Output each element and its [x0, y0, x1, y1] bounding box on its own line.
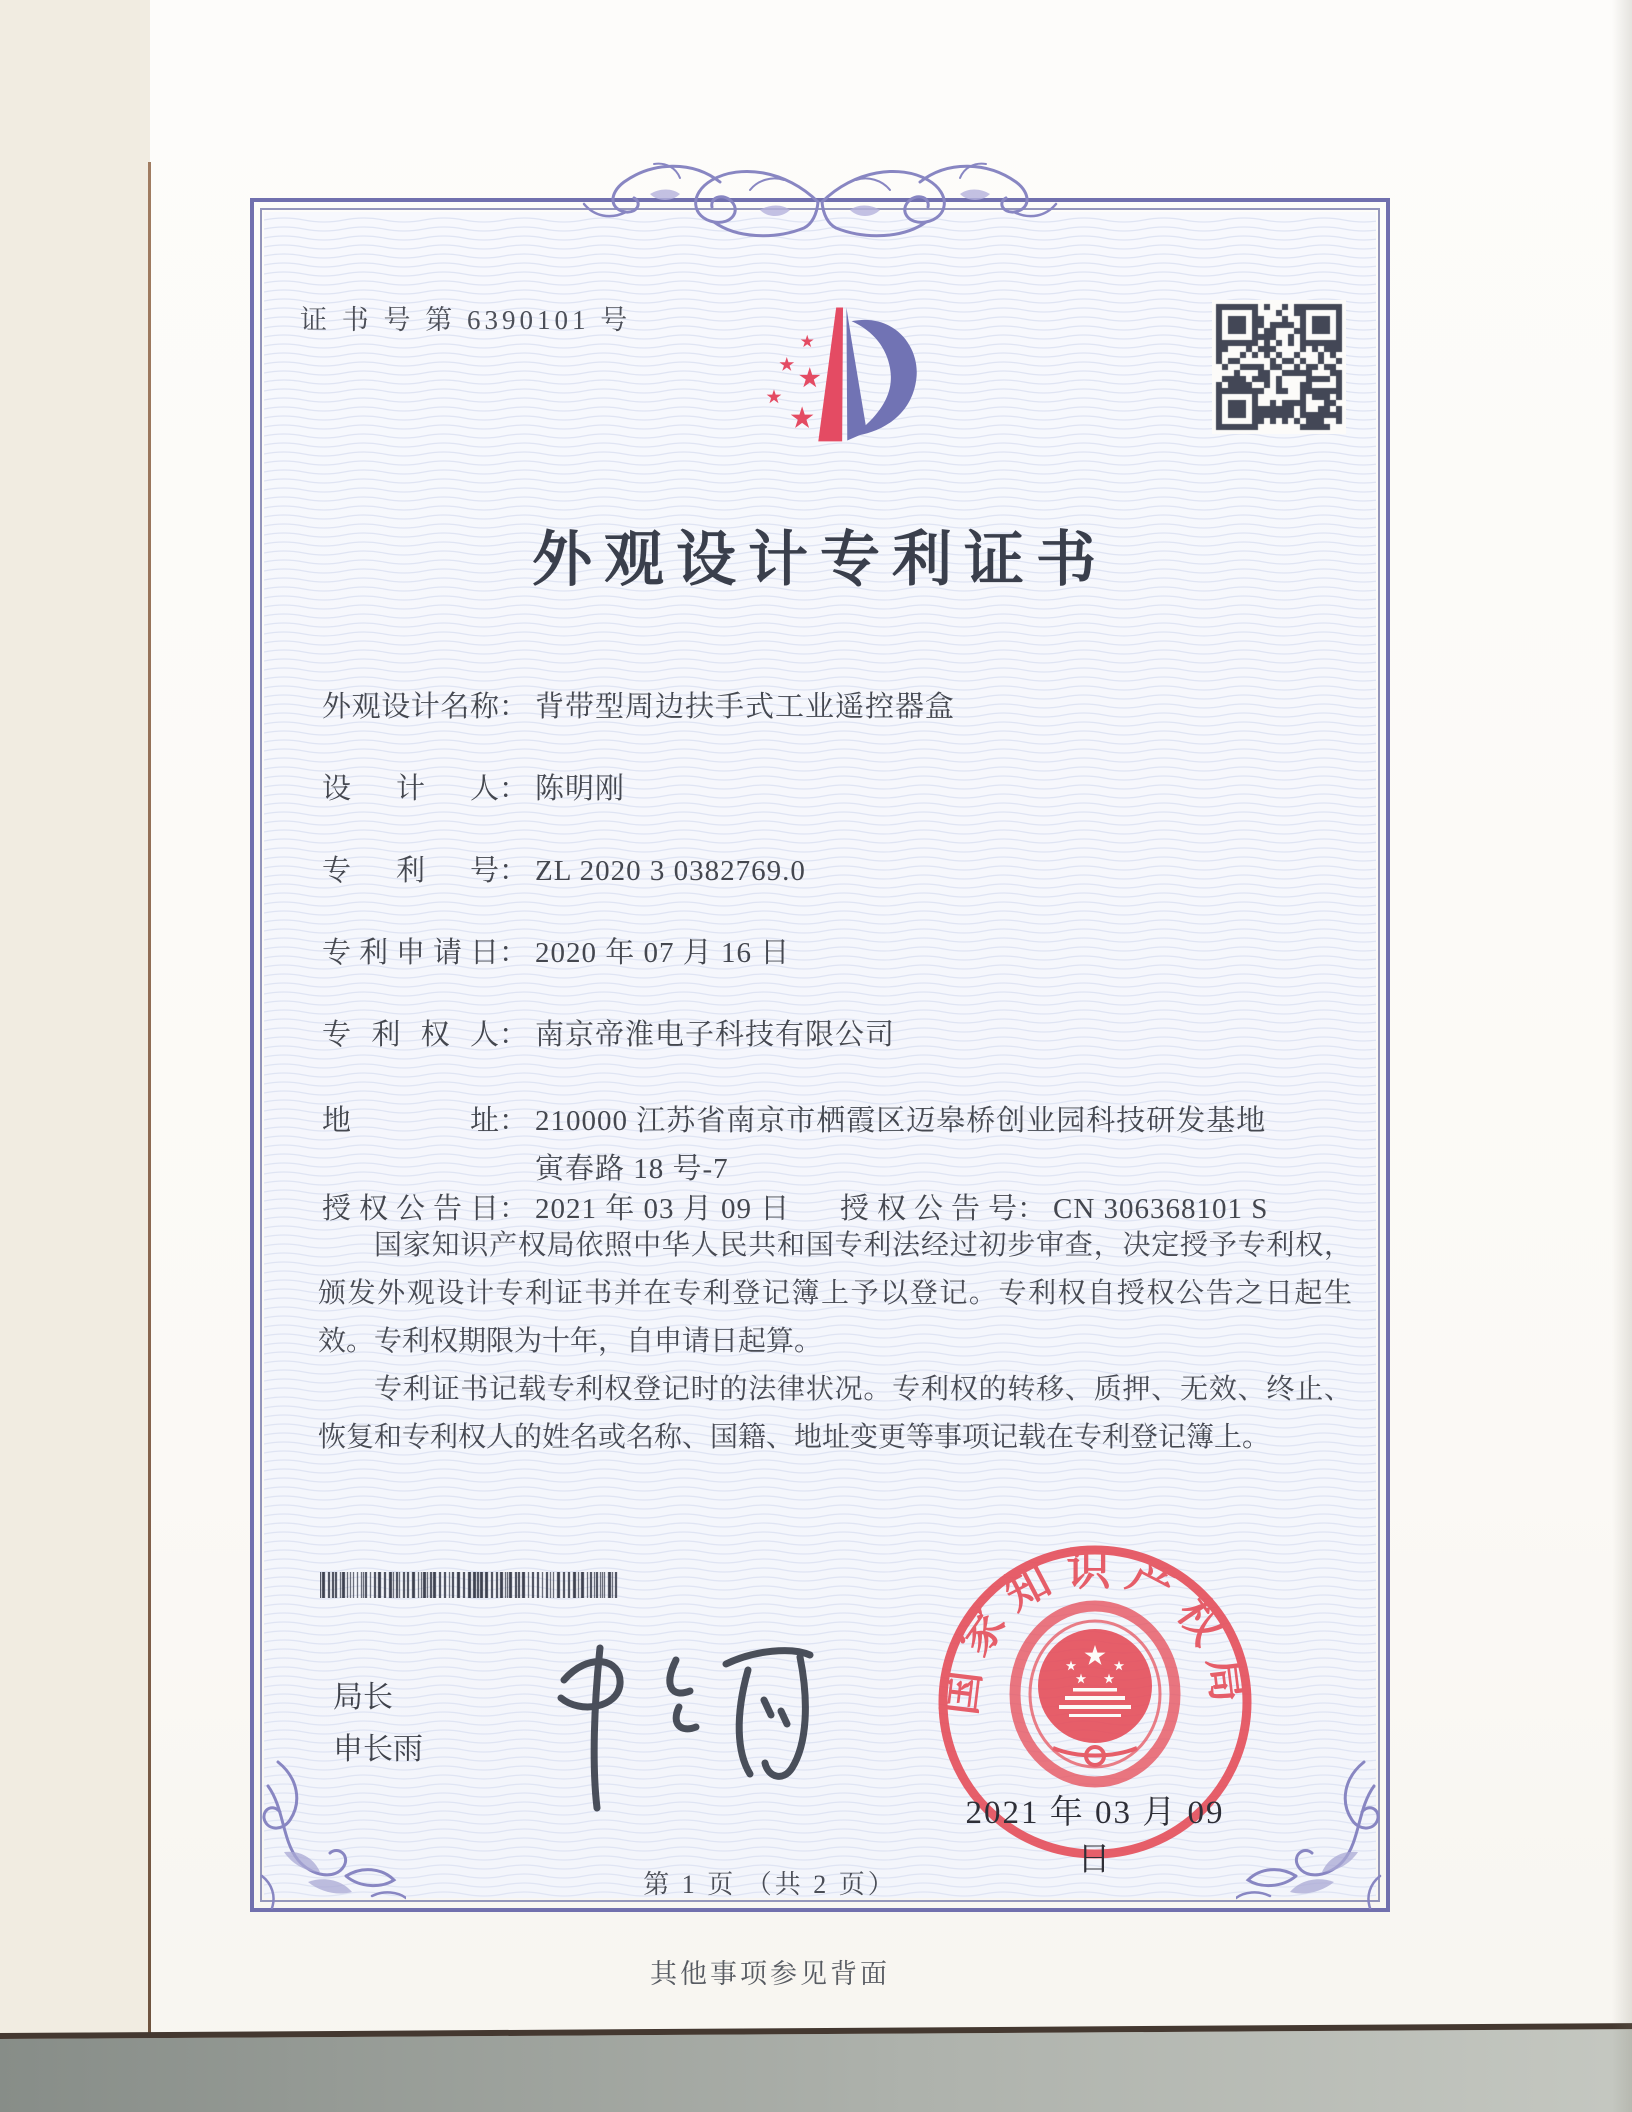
signer-block — [333, 1672, 423, 1776]
field-label: 外观设计名称 — [322, 691, 499, 723]
field-label: 设计人 — [322, 773, 499, 805]
signer-name: 申长雨 — [333, 1733, 423, 1766]
field-value-address-line2 — [535, 1146, 729, 1187]
field-value: 2021 年 03 月 09 日 — [535, 1193, 791, 1225]
field-row-address: 地址： 210000 江苏省南京市栖霞区迈皋桥创业园科技研发基地 — [322, 1098, 1266, 1139]
second-page-edge — [148, 162, 151, 2034]
seal-arc-text: 国家知识产权局 — [935, 1545, 1255, 1718]
field-label: 专利号 — [322, 855, 499, 887]
logo-red-wedge — [818, 308, 843, 442]
field-label: 授权公告号 — [840, 1193, 1017, 1225]
cnipa-patent-logo-icon — [722, 276, 918, 472]
field-value: 背带型周边扶手式工业遥控器盒 — [535, 691, 956, 723]
table-surface-edge — [0, 2023, 1632, 2112]
field-row-patentee: 专利权人： 南京帝淮电子科技有限公司 — [322, 1012, 895, 1053]
page-number-footer: 第 1 页 （共 2 页） — [643, 1870, 897, 1899]
legal-paragraph-1: 国家知识产权局依照中华人民共和国专利法经过初步审查，决定授予专利权，颁发外观设计专利证书并在专利登记簿上予以登记。专利权自授权公告之日起生效。专利权期限为十年，自申请日起算。 — [318, 1230, 1352, 1357]
field-value: 陈明刚 — [535, 773, 626, 805]
field-row-grant-date: 授权公告日： 2021 年 03 月 09 日 — [322, 1186, 790, 1227]
certificate-number: 证 书 号 第 6390101 号 — [300, 305, 632, 335]
qr-code-icon — [1212, 300, 1346, 434]
field-value: CN 306368101 S — [1053, 1193, 1269, 1225]
legal-paragraph-2: 专利证书记载专利权登记时的法律状况。专利权的转移、质押、无效、终止、恢复和专利权人的姓名或名称、国籍、地址变更等事项记载在专利登记簿上。 — [318, 1374, 1352, 1453]
photo-left-shade — [0, 0, 150, 2050]
certificate-title: 外观设计专利证书 — [532, 527, 1108, 593]
field-label: 地址 — [322, 1105, 499, 1137]
field-row-patent-number: 专利号： ZL 2020 3 0382769.0 — [322, 848, 806, 889]
field-value: 2020 年 07 月 16 日 — [535, 937, 791, 969]
seal-date: 2021 年 03 月 09 日 — [965, 1795, 1225, 1878]
photo-right-shade — [1612, 0, 1632, 2112]
barcode-icon — [320, 1572, 618, 1598]
field-value: ZL 2020 3 0382769.0 — [535, 855, 806, 887]
field-label: 专利申请日 — [322, 937, 499, 969]
field-row-designer: 设计人： 陈明刚 — [322, 766, 625, 807]
field-value: 南京帝淮电子科技有限公司 — [535, 1019, 896, 1051]
legal-text-block — [318, 1222, 1352, 1462]
signer-title: 局长 — [333, 1681, 393, 1714]
back-side-note: 其他事项参见背面 — [650, 1959, 890, 1989]
address-line2-text: 寅春路 18 号-7 — [535, 1153, 729, 1185]
field-row-design-name: 外观设计名称： 背带型周边扶手式工业遥控器盒 — [322, 684, 955, 725]
field-label: 授权公告日 — [322, 1193, 499, 1225]
field-row-grant-number: 授权公告号： CN 306368101 S — [840, 1186, 1268, 1227]
field-label: 专利权人 — [322, 1019, 499, 1051]
field-row-filing-date: 专利申请日： 2020 年 07 月 16 日 — [322, 930, 790, 971]
field-value: 210000 江苏省南京市栖霞区迈皋桥创业园科技研发基地 — [535, 1105, 1267, 1137]
